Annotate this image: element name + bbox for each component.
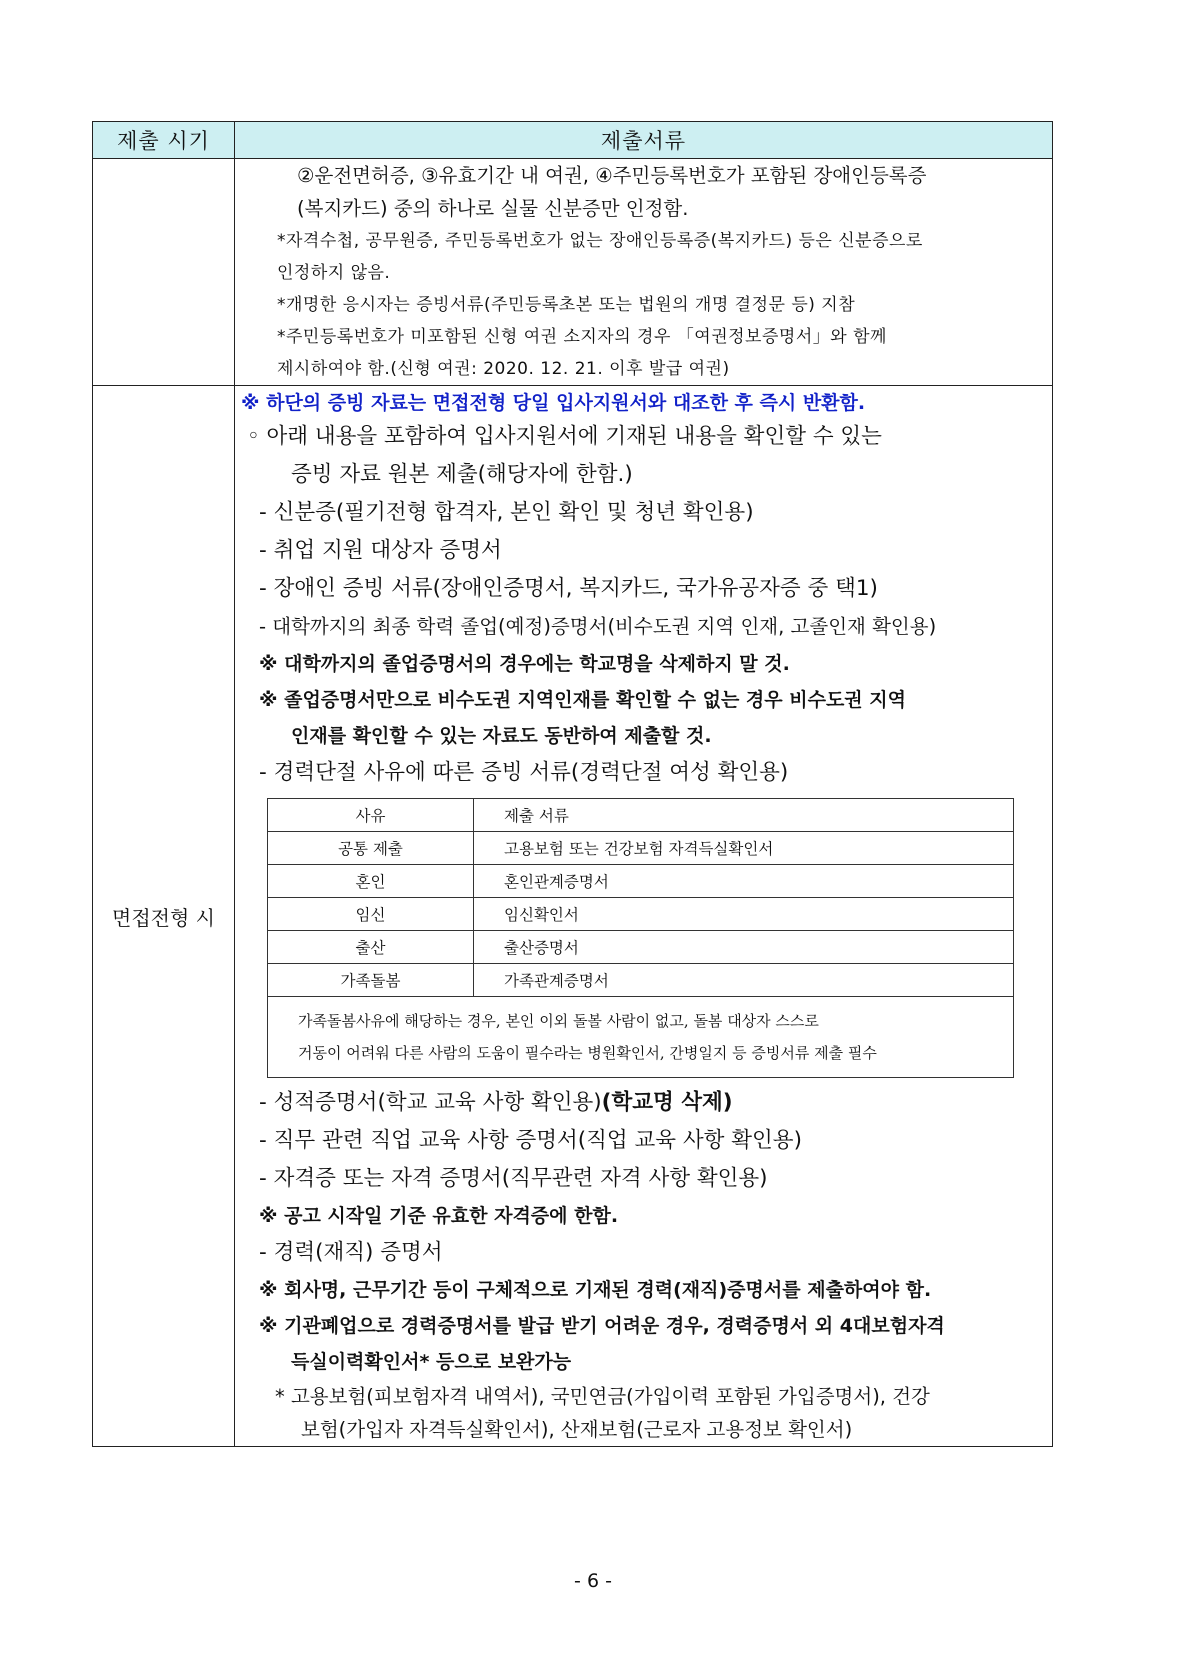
table-row bbox=[268, 964, 1014, 997]
item-emphasis: (학교명 삭제) bbox=[601, 1090, 733, 1115]
sub-reason: 임신 bbox=[268, 898, 474, 931]
list-item: - 신분증(필기전형 합격자, 본인 확인 및 청년 확인용) bbox=[259, 500, 754, 525]
sub-reason: 공통 제출 bbox=[268, 832, 474, 865]
table-row bbox=[268, 898, 1014, 931]
sub-reason: 출산 bbox=[268, 931, 474, 964]
list-item: - 장애인 증빙 서류(장애인증명서, 복지카드, 국가유공자증 중 택1) bbox=[259, 576, 878, 601]
table-row bbox=[268, 931, 1014, 964]
footnote-line: * 고용보험(피보험자격 내역서), 국민연금(가입이력 포함된 가입증명서), 건강 bbox=[275, 1385, 930, 1408]
footnote-line: 보험(가입자 자격득실확인서), 산재보험(근로자 고용정보 확인서) bbox=[301, 1418, 853, 1441]
table-row bbox=[268, 865, 1014, 898]
list-item: - 직무 관련 직업 교육 사항 증명서(직업 교육 사항 확인용) bbox=[259, 1128, 802, 1153]
table-row bbox=[268, 832, 1014, 865]
text-line: *주민등록번호가 미포함된 신형 여권 소지자의 경우 「여권정보증명서」와 함께 bbox=[277, 327, 887, 347]
note-line: ※ 회사명, 근무기간 등이 구체적으로 기재된 경력(재직)증명서를 제출하여야 함. bbox=[259, 1279, 932, 1301]
row1-time-cell bbox=[93, 159, 235, 386]
sub-doc: 출산증명서 bbox=[474, 931, 1014, 964]
note-line: 득실이력확인서* 등으로 보완가능 bbox=[291, 1351, 572, 1373]
header-documents: 제출서류 bbox=[235, 122, 1053, 159]
notice-return: ※ 하단의 증빙 자료는 면접전형 당일 입사지원서와 대조한 후 즉시 반환함. bbox=[241, 392, 866, 414]
sub-doc: 고용보험 또는 건강보험 자격득실확인서 bbox=[474, 832, 1014, 865]
item-text: - 성적증명서(학교 교육 사항 확인용) bbox=[259, 1090, 602, 1115]
text-line: 제시하여야 함.(신형 여권: 2020. 12. 21. 이후 발급 여권) bbox=[277, 359, 730, 379]
text-line: ②운전면허증, ③유효기간 내 여권, ④주민등록번호가 포함된 장애인등록증 bbox=[297, 164, 927, 187]
text-line: *자격수첩, 공무원증, 주민등록번호가 없는 장애인등록증(복지카드) 등은 신분증으로 bbox=[277, 231, 923, 251]
sub-header-reason: 사유 bbox=[268, 799, 474, 832]
sub-doc: 가족관계증명서 bbox=[474, 964, 1014, 997]
note-line: 가족돌봄사유에 해당하는 경우, 본인 이외 돌볼 사람이 없고, 돌봄 대상자 스스로 bbox=[298, 1012, 819, 1030]
sub-header-docs: 제출 서류 bbox=[474, 799, 1014, 832]
page-number: - 6 - bbox=[574, 1570, 612, 1592]
row2-docs-cell bbox=[235, 386, 1053, 1447]
sub-table-header bbox=[268, 799, 1014, 832]
table-row bbox=[93, 159, 1053, 386]
list-item: - 대학까지의 최종 학력 졸업(예정)증명서(비수도권 지역 인재, 고졸인재 확인용) bbox=[259, 615, 937, 638]
table-header-row bbox=[93, 122, 1053, 159]
text-line: *개명한 응시자는 증빙서류(주민등록초본 또는 법원의 개명 결정문 등) 지참 bbox=[277, 295, 856, 315]
row2-time-cell: 면접전형 시 bbox=[93, 386, 235, 1447]
row1-docs-cell bbox=[235, 159, 1053, 386]
career-break-table bbox=[267, 798, 1014, 1078]
note-line: ※ 기관폐업으로 경력증명서를 발급 받기 어려운 경우, 경력증명서 외 4대보험자격 bbox=[259, 1315, 945, 1337]
sub-reason: 혼인 bbox=[268, 865, 474, 898]
document-table bbox=[92, 121, 1053, 1447]
note-line: ※ 졸업증명서만으로 비수도권 지역인재를 확인할 수 없는 경우 비수도권 지역 bbox=[259, 689, 906, 711]
sub-doc: 임신확인서 bbox=[474, 898, 1014, 931]
list-item bbox=[241, 1084, 1044, 1122]
note-line: 인재를 확인할 수 있는 자료도 동반하여 제출할 것. bbox=[291, 725, 712, 747]
table-row bbox=[93, 386, 1053, 1447]
sub-reason: 가족돌봄 bbox=[268, 964, 474, 997]
note-line: 거동이 어려워 다른 사람의 도움이 필수라는 병원확인서, 간병일지 등 증빙서류 제출 필수 bbox=[298, 1044, 877, 1062]
sub-table-note bbox=[268, 997, 1014, 1078]
text-line: ◦ 아래 내용을 포함하여 입사지원서에 기재된 내용을 확인할 수 있는 bbox=[247, 424, 882, 449]
list-item: - 자격증 또는 자격 증명서(직무관련 자격 사항 확인용) bbox=[259, 1166, 768, 1191]
list-item: - 취업 지원 대상자 증명서 bbox=[259, 538, 502, 563]
text-line: 인정하지 않음. bbox=[277, 263, 391, 283]
list-item: - 경력(재직) 증명서 bbox=[259, 1240, 443, 1265]
sub-doc: 혼인관계증명서 bbox=[474, 865, 1014, 898]
header-submission-time: 제출 시기 bbox=[93, 122, 235, 159]
note-line: ※ 대학까지의 졸업증명서의 경우에는 학교명을 삭제하지 말 것. bbox=[259, 653, 790, 675]
sub-table-note-row bbox=[268, 997, 1014, 1078]
text-line: 증빙 자료 원본 제출(해당자에 한함.) bbox=[291, 462, 633, 487]
note-line: ※ 공고 시작일 기준 유효한 자격증에 한함. bbox=[259, 1205, 619, 1227]
text-line: (복지카드) 중의 하나로 실물 신분증만 인정함. bbox=[297, 197, 689, 220]
list-item: - 경력단절 사유에 따른 증빙 서류(경력단절 여성 확인용) bbox=[259, 760, 789, 785]
